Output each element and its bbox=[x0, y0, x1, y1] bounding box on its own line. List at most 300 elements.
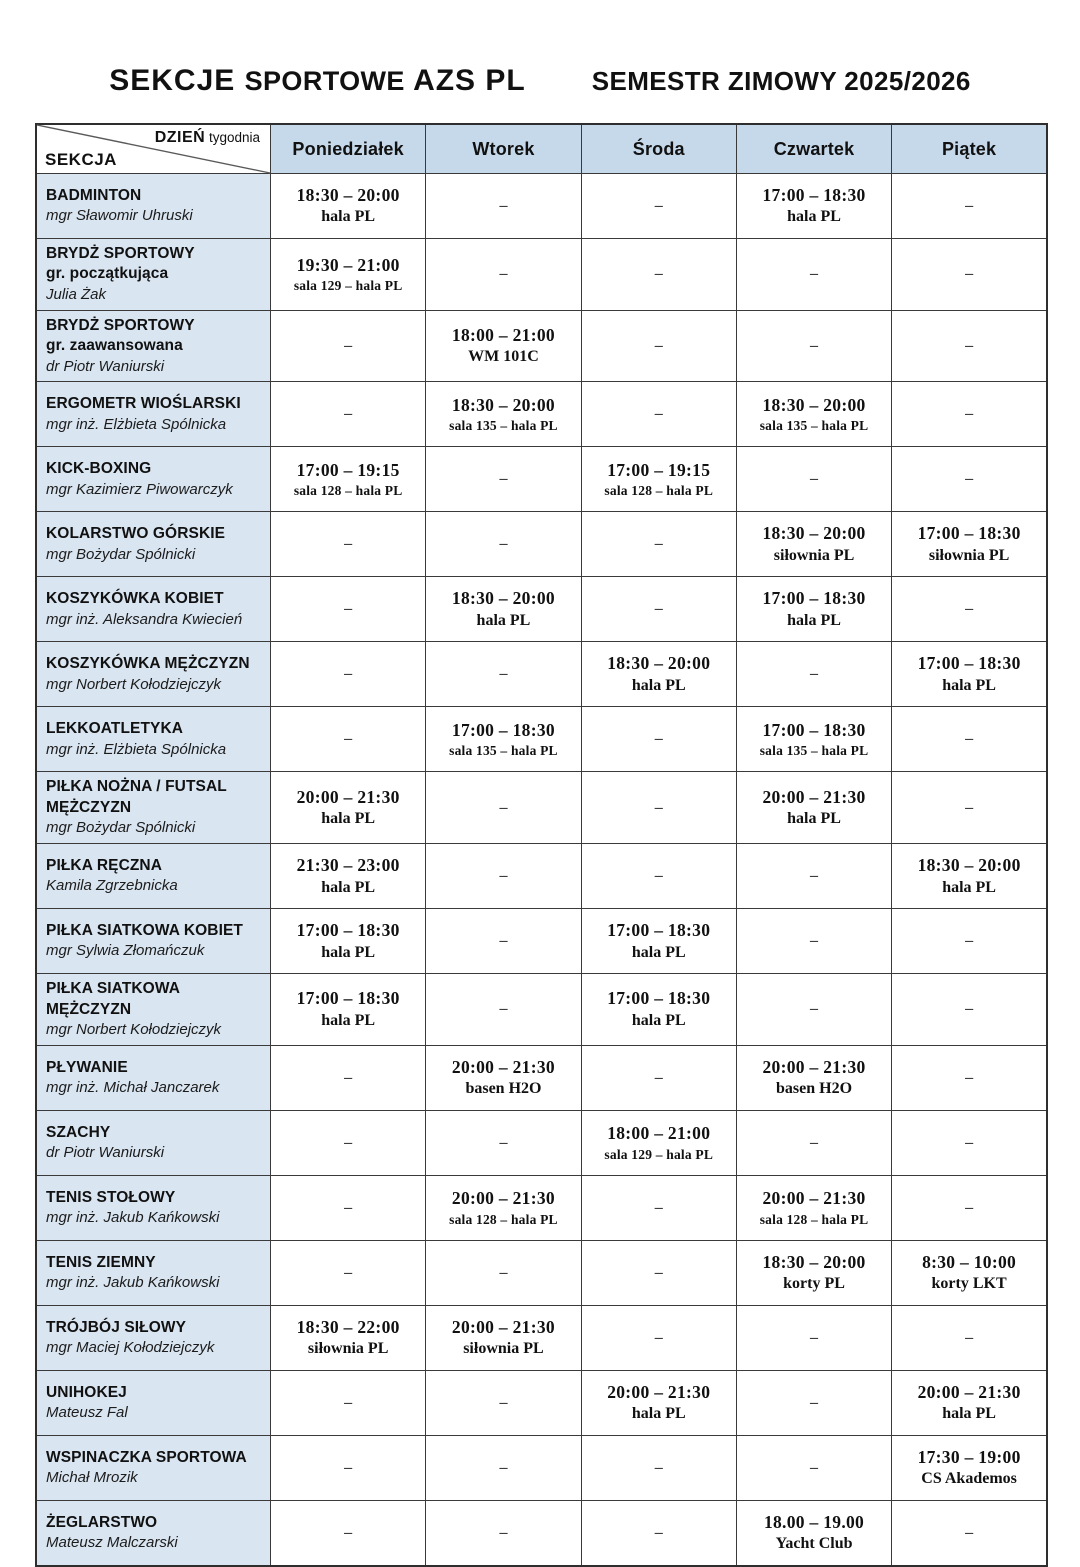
slot-time: 17:00 – 18:30 bbox=[762, 719, 866, 740]
empty-slot-dash: – bbox=[654, 1523, 663, 1541]
schedule-cell bbox=[892, 382, 1047, 447]
section-cell bbox=[36, 909, 271, 974]
table-row bbox=[36, 174, 1047, 239]
slot-time: 8:30 – 10:00 bbox=[922, 1251, 1017, 1272]
schedule-cell bbox=[892, 707, 1047, 772]
empty-slot-dash: – bbox=[499, 1458, 508, 1476]
schedule-cell bbox=[271, 1045, 426, 1110]
table-row bbox=[36, 642, 1047, 707]
schedule-cell bbox=[892, 447, 1047, 512]
empty-slot-dash: – bbox=[965, 932, 974, 950]
slot-location: hala PL bbox=[787, 208, 841, 226]
slot-location: siłownia PL bbox=[463, 1340, 544, 1358]
schedule-cell bbox=[581, 1370, 736, 1435]
empty-slot-dash: – bbox=[965, 1000, 974, 1018]
slot-time: 17:00 – 18:30 bbox=[917, 653, 1021, 674]
schedule-cell bbox=[581, 1175, 736, 1240]
empty-slot-dash: – bbox=[499, 1000, 508, 1018]
schedule-cell bbox=[736, 1175, 891, 1240]
schedule-cell bbox=[271, 447, 426, 512]
instructor-name: mgr inż. Jakub Kańkowski bbox=[46, 1209, 220, 1227]
empty-slot-dash: – bbox=[965, 337, 974, 355]
slot-location: hala PL bbox=[942, 676, 996, 694]
empty-slot-dash: – bbox=[654, 1198, 663, 1216]
section-cell bbox=[36, 1110, 271, 1175]
empty-slot-dash: – bbox=[499, 1263, 508, 1281]
slot-location: hala PL bbox=[942, 878, 996, 896]
slot-location: hala PL bbox=[631, 676, 686, 694]
table-row bbox=[36, 382, 1047, 447]
schedule-cell bbox=[271, 642, 426, 707]
table-row bbox=[36, 1175, 1047, 1240]
empty-slot-dash: – bbox=[810, 1133, 819, 1151]
section-name: KOSZYKÓWKA MĘŻCZYZN bbox=[46, 655, 250, 673]
schedule-cell bbox=[581, 909, 736, 974]
table-row bbox=[36, 1500, 1047, 1566]
schedule-cell bbox=[271, 974, 426, 1046]
schedule-cell bbox=[271, 1175, 426, 1240]
slot-time: 17:00 – 18:30 bbox=[762, 184, 866, 205]
schedule-cell bbox=[736, 909, 891, 974]
section-cell bbox=[36, 447, 271, 512]
slot-time: 17:30 – 19:00 bbox=[917, 1446, 1021, 1467]
corner-day-label bbox=[155, 129, 260, 147]
slot-time: 20:00 – 21:30 bbox=[762, 786, 866, 807]
title-main-word-3: AZS PL bbox=[413, 64, 526, 97]
slot-time: 18:30 – 20:00 bbox=[762, 394, 866, 415]
slot-time: 17:00 – 18:30 bbox=[451, 719, 555, 740]
table-row bbox=[36, 1370, 1047, 1435]
schedule-cell bbox=[892, 1435, 1047, 1500]
schedule-cell bbox=[271, 844, 426, 909]
slot-location: hala PL bbox=[321, 208, 376, 226]
section-name: TENIS ZIEMNY bbox=[46, 1253, 156, 1271]
slot-time: 18:30 – 20:00 bbox=[917, 854, 1021, 875]
schedule-cell bbox=[736, 1045, 891, 1110]
schedule-cell bbox=[736, 174, 891, 239]
table-row bbox=[36, 707, 1047, 772]
schedule-cell bbox=[736, 577, 891, 642]
section-cell bbox=[36, 1500, 271, 1566]
slot-location: hala PL bbox=[631, 1405, 686, 1423]
empty-slot-dash: – bbox=[344, 1263, 353, 1281]
empty-slot-dash: – bbox=[654, 1263, 663, 1281]
schedule-cell bbox=[736, 382, 891, 447]
schedule-cell bbox=[736, 239, 891, 311]
schedule-cell bbox=[271, 1500, 426, 1566]
schedule-cell bbox=[892, 1500, 1047, 1566]
slot-location: sala 135 – hala PL bbox=[759, 743, 869, 759]
schedule-cell bbox=[271, 909, 426, 974]
slot-location: sala 128 – hala PL bbox=[449, 1211, 558, 1227]
empty-slot-dash: – bbox=[810, 665, 819, 683]
section-cell bbox=[36, 1305, 271, 1370]
instructor-name: mgr inż. Elżbieta Spólnicka bbox=[46, 415, 227, 433]
section-name: BRYDŻ SPORTOWY bbox=[46, 316, 195, 334]
slot-location: sala 135 – hala PL bbox=[449, 418, 558, 434]
table-row bbox=[36, 1240, 1047, 1305]
empty-slot-dash: – bbox=[344, 535, 353, 553]
empty-slot-dash: – bbox=[344, 1068, 353, 1086]
schedule-cell bbox=[736, 772, 891, 844]
empty-slot-dash: – bbox=[499, 265, 508, 283]
empty-slot-dash: – bbox=[344, 337, 353, 355]
slot-location: hala PL bbox=[321, 943, 376, 961]
slot-time: 17:00 – 18:30 bbox=[917, 523, 1021, 544]
slot-location: sala 128 – hala PL bbox=[759, 1211, 869, 1227]
instructor-name: mgr inż. Jakub Kańkowski bbox=[46, 1274, 220, 1292]
section-cell bbox=[36, 577, 271, 642]
section-name: ŻEGLARSTWO bbox=[46, 1513, 158, 1531]
slot-location: sala 129 – hala PL bbox=[604, 1146, 714, 1162]
schedule-cell bbox=[271, 382, 426, 447]
schedule-cell bbox=[271, 1305, 426, 1370]
section-name: WSPINACZKA SPORTOWA bbox=[46, 1448, 247, 1466]
empty-slot-dash: – bbox=[654, 197, 663, 214]
empty-slot-dash: – bbox=[499, 1133, 508, 1151]
empty-slot-dash: – bbox=[344, 1458, 353, 1476]
slot-location: hala PL bbox=[787, 611, 841, 629]
schedule-cell bbox=[581, 974, 736, 1046]
schedule-cell bbox=[271, 772, 426, 844]
empty-slot-dash: – bbox=[965, 1198, 974, 1216]
section-cell bbox=[36, 174, 271, 239]
schedule-cell bbox=[892, 1240, 1047, 1305]
schedule-cell bbox=[581, 577, 736, 642]
schedule-cell bbox=[736, 1305, 891, 1370]
empty-slot-dash: – bbox=[965, 730, 974, 748]
table-row bbox=[36, 1110, 1047, 1175]
empty-slot-dash: – bbox=[499, 470, 508, 488]
day-header-sroda: Środa bbox=[581, 124, 736, 174]
table-row bbox=[36, 1435, 1047, 1500]
empty-slot-dash: – bbox=[965, 1068, 974, 1086]
empty-slot-dash: – bbox=[810, 932, 819, 950]
instructor-name: mgr inż. Aleksandra Kwiecień bbox=[46, 610, 243, 628]
slot-location: sala 128 – hala PL bbox=[604, 483, 714, 499]
table-row bbox=[36, 844, 1047, 909]
empty-slot-dash: – bbox=[499, 798, 508, 816]
empty-slot-dash: – bbox=[344, 1198, 353, 1216]
schedule-cell bbox=[426, 1305, 581, 1370]
instructor-name: mgr inż. Michał Janczarek bbox=[46, 1079, 220, 1097]
table-row bbox=[36, 577, 1047, 642]
schedule-cell bbox=[892, 512, 1047, 577]
empty-slot-dash: – bbox=[344, 665, 353, 683]
section-cell bbox=[36, 844, 271, 909]
schedule-cell bbox=[892, 1175, 1047, 1240]
schedule-cell bbox=[271, 174, 426, 239]
schedule-cell bbox=[271, 1435, 426, 1500]
empty-slot-dash: – bbox=[810, 1000, 819, 1018]
empty-slot-dash: – bbox=[654, 1068, 663, 1086]
instructor-name: mgr Sławomir Uhruski bbox=[46, 207, 193, 225]
section-cell bbox=[36, 642, 271, 707]
empty-slot-dash: – bbox=[654, 867, 663, 885]
section-name: LEKKOATLETYKA bbox=[46, 720, 184, 738]
slot-time: 18:00 – 21:00 bbox=[451, 324, 555, 345]
schedule-cell bbox=[736, 1500, 891, 1566]
slot-time: 17:00 – 18:30 bbox=[607, 919, 711, 940]
empty-slot-dash: – bbox=[499, 197, 508, 214]
section-name: PIŁKA NOŻNA / FUTSAL bbox=[46, 778, 227, 796]
schedule-cell bbox=[892, 310, 1047, 382]
empty-slot-dash: – bbox=[344, 405, 353, 423]
day-header-czwartek: Czwartek bbox=[736, 124, 891, 174]
schedule-cell bbox=[892, 577, 1047, 642]
instructor-name: dr Piotr Waniurski bbox=[46, 357, 165, 375]
slot-time: 18:30 – 20:00 bbox=[762, 1251, 866, 1272]
slot-time: 18:00 – 21:00 bbox=[607, 1123, 711, 1144]
schedule-cell bbox=[581, 772, 736, 844]
section-cell bbox=[36, 239, 271, 311]
slot-location: hala PL bbox=[321, 810, 376, 828]
slot-location: basen H2O bbox=[776, 1080, 853, 1098]
schedule-cell bbox=[581, 1435, 736, 1500]
schedule-cell bbox=[736, 1110, 891, 1175]
schedule-cell bbox=[581, 447, 736, 512]
schedule-cell bbox=[426, 174, 581, 239]
schedule-cell bbox=[892, 909, 1047, 974]
schedule-cell bbox=[426, 1370, 581, 1435]
instructor-name: Kamila Zgrzebnicka bbox=[46, 877, 178, 895]
schedule-cell bbox=[581, 1500, 736, 1566]
empty-slot-dash: – bbox=[810, 1458, 819, 1476]
instructor-name: Mateusz Malczarski bbox=[46, 1534, 178, 1552]
section-name: SZACHY bbox=[46, 1123, 111, 1141]
schedule-cell bbox=[736, 512, 891, 577]
schedule-cell bbox=[426, 772, 581, 844]
slot-time: 19:30 – 21:00 bbox=[296, 254, 400, 275]
empty-slot-dash: – bbox=[810, 337, 819, 355]
instructor-name: mgr Bożydar Spólnicki bbox=[46, 819, 196, 837]
empty-slot-dash: – bbox=[654, 405, 663, 423]
schedule-cell bbox=[271, 310, 426, 382]
empty-slot-dash: – bbox=[654, 600, 663, 618]
schedule-cell bbox=[736, 844, 891, 909]
slot-time: 18:30 – 20:00 bbox=[607, 653, 711, 674]
section-cell bbox=[36, 1240, 271, 1305]
slot-location: siłownia PL bbox=[773, 546, 855, 564]
schedule-cell bbox=[581, 1240, 736, 1305]
table-row bbox=[36, 310, 1047, 382]
slot-time: 20:00 – 21:30 bbox=[451, 1056, 555, 1077]
slot-time: 18:30 – 20:00 bbox=[451, 588, 555, 609]
section-name: PIŁKA RĘCZNA bbox=[46, 856, 163, 874]
slot-time: 18:30 – 20:00 bbox=[762, 523, 866, 544]
slot-time: 20:00 – 21:30 bbox=[296, 786, 400, 807]
corner-section-label: SEKCJA bbox=[45, 150, 117, 169]
empty-slot-dash: – bbox=[654, 535, 663, 553]
empty-slot-dash: – bbox=[344, 730, 353, 748]
schedule-cell bbox=[426, 909, 581, 974]
empty-slot-dash: – bbox=[654, 1328, 663, 1346]
empty-slot-dash: – bbox=[965, 1523, 974, 1541]
schedule-cell bbox=[736, 1435, 891, 1500]
page-title bbox=[0, 0, 1080, 98]
instructor-name: Mateusz Fal bbox=[46, 1404, 128, 1422]
section-name: UNIHOKEJ bbox=[46, 1383, 127, 1401]
section-name: BRYDŻ SPORTOWY bbox=[46, 245, 195, 262]
slot-location: sala 135 – hala PL bbox=[449, 743, 558, 759]
schedule-cell bbox=[271, 512, 426, 577]
empty-slot-dash: – bbox=[499, 867, 508, 885]
title-main-word-2: SPORTOWE bbox=[244, 66, 405, 96]
empty-slot-dash: – bbox=[965, 600, 974, 618]
schedule-cell bbox=[892, 239, 1047, 311]
schedule-cell bbox=[581, 310, 736, 382]
section-name: PŁYWANIE bbox=[46, 1058, 128, 1076]
slot-time: 18:30 – 20:00 bbox=[296, 184, 400, 205]
empty-slot-dash: – bbox=[810, 265, 819, 283]
instructor-name: mgr Norbert Kołodziejczyk bbox=[46, 1021, 222, 1039]
section-cell bbox=[36, 974, 271, 1046]
slot-location: CS Akademos bbox=[921, 1470, 1017, 1488]
section-cell bbox=[36, 310, 271, 382]
empty-slot-dash: – bbox=[965, 197, 974, 214]
section-name: ERGOMETR WIOŚLARSKI bbox=[46, 395, 241, 413]
schedule-cell bbox=[736, 310, 891, 382]
empty-slot-dash: – bbox=[654, 730, 663, 748]
slot-location: sala 135 – hala PL bbox=[759, 418, 869, 434]
slot-location: Yacht Club bbox=[775, 1535, 853, 1553]
instructor-name: mgr Norbert Kołodziejczyk bbox=[46, 675, 222, 693]
table-row bbox=[36, 1305, 1047, 1370]
slot-time: 20:00 – 21:30 bbox=[762, 1056, 866, 1077]
section-cell bbox=[36, 512, 271, 577]
schedule-cell bbox=[426, 1110, 581, 1175]
schedule-cell bbox=[892, 1110, 1047, 1175]
section-cell bbox=[36, 1435, 271, 1500]
schedule-cell bbox=[426, 1240, 581, 1305]
schedule-cell bbox=[271, 1370, 426, 1435]
table-row bbox=[36, 974, 1047, 1046]
empty-slot-dash: – bbox=[499, 535, 508, 553]
instructor-name: Michał Mrozik bbox=[46, 1469, 138, 1487]
slot-location: hala PL bbox=[476, 611, 531, 629]
slot-location: hala PL bbox=[321, 1011, 376, 1029]
schedule-cell bbox=[581, 707, 736, 772]
section-name: PIŁKA SIATKOWA KOBIET bbox=[46, 921, 243, 939]
section-name: gr. początkująca bbox=[46, 265, 169, 283]
schedule-cell bbox=[736, 707, 891, 772]
empty-slot-dash: – bbox=[344, 1133, 353, 1151]
slot-location: korty LKT bbox=[931, 1275, 1007, 1293]
corner-day-subword: tygodnia bbox=[208, 130, 260, 145]
empty-slot-dash: – bbox=[344, 1523, 353, 1541]
title-semester: SEMESTR ZIMOWY 2025/2026 bbox=[591, 66, 971, 96]
instructor-name: mgr Bożydar Spólnicki bbox=[46, 545, 196, 563]
slot-time: 21:30 – 23:00 bbox=[296, 854, 400, 875]
slot-location: hala PL bbox=[787, 810, 841, 828]
slot-location: WM 101C bbox=[468, 348, 539, 366]
slot-location: hala PL bbox=[321, 878, 376, 896]
slot-location: siłownia PL bbox=[928, 546, 1010, 564]
schedule-cell bbox=[892, 1305, 1047, 1370]
slot-time: 20:00 – 21:30 bbox=[451, 1316, 555, 1337]
schedule-cell bbox=[736, 1240, 891, 1305]
table-row bbox=[36, 512, 1047, 577]
instructor-name: Julia Żak bbox=[46, 285, 107, 303]
empty-slot-dash: – bbox=[810, 470, 819, 488]
schedule-cell bbox=[426, 382, 581, 447]
corner-day-word: DZIEŃ bbox=[154, 129, 206, 146]
slot-location: korty PL bbox=[783, 1275, 845, 1293]
empty-slot-dash: – bbox=[965, 405, 974, 423]
schedule-cell bbox=[892, 844, 1047, 909]
schedule-cell bbox=[892, 1045, 1047, 1110]
schedule-cell bbox=[581, 642, 736, 707]
section-cell bbox=[36, 707, 271, 772]
day-header-poniedzialek: Poniedziałek bbox=[271, 124, 426, 174]
schedule-cell bbox=[426, 974, 581, 1046]
schedule-cell bbox=[426, 1045, 581, 1110]
instructor-name: dr Piotr Waniurski bbox=[46, 1144, 165, 1162]
schedule-cell bbox=[581, 512, 736, 577]
slot-time: 17:00 – 19:15 bbox=[607, 459, 711, 480]
section-name: KOSZYKÓWKA KOBIET bbox=[46, 590, 224, 608]
empty-slot-dash: – bbox=[965, 798, 974, 816]
slot-time: 17:00 – 19:15 bbox=[296, 459, 400, 480]
schedule-cell bbox=[581, 1045, 736, 1110]
schedule-cell bbox=[426, 642, 581, 707]
section-name: TENIS STOŁOWY bbox=[46, 1188, 176, 1206]
slot-time: 20:00 – 21:30 bbox=[917, 1381, 1021, 1402]
section-name: BADMINTON bbox=[46, 186, 142, 204]
slot-time: 17:00 – 18:30 bbox=[607, 988, 711, 1009]
corner-header-cell bbox=[36, 124, 271, 174]
schedule-cell bbox=[581, 174, 736, 239]
table-row bbox=[36, 1045, 1047, 1110]
section-name: KICK-BOXING bbox=[46, 460, 152, 478]
title-main-word-1: SEKCJE bbox=[109, 64, 236, 97]
schedule-cell bbox=[581, 239, 736, 311]
empty-slot-dash: – bbox=[810, 867, 819, 885]
empty-slot-dash: – bbox=[499, 665, 508, 683]
empty-slot-dash: – bbox=[344, 1393, 353, 1411]
empty-slot-dash: – bbox=[654, 337, 663, 355]
schedule-cell bbox=[892, 1370, 1047, 1435]
table-row bbox=[36, 909, 1047, 974]
schedule-cell bbox=[581, 382, 736, 447]
slot-location: sala 129 – hala PL bbox=[293, 278, 403, 294]
empty-slot-dash: – bbox=[965, 470, 974, 488]
schedule-cell bbox=[426, 707, 581, 772]
schedule-cell bbox=[426, 447, 581, 512]
schedule-cell bbox=[426, 844, 581, 909]
schedule-cell bbox=[271, 239, 426, 311]
schedule-cell bbox=[426, 577, 581, 642]
empty-slot-dash: – bbox=[810, 1328, 819, 1346]
section-name: MĘŻCZYZN bbox=[46, 798, 132, 816]
empty-slot-dash: – bbox=[965, 1133, 974, 1151]
schedule-cell bbox=[581, 1110, 736, 1175]
slot-time: 18.00 – 19.00 bbox=[763, 1511, 865, 1532]
slot-time: 18:30 – 22:00 bbox=[296, 1316, 400, 1337]
section-name: gr. zaawansowana bbox=[46, 337, 183, 355]
schedule-cell bbox=[271, 1240, 426, 1305]
empty-slot-dash: – bbox=[654, 265, 663, 283]
schedule-cell bbox=[892, 772, 1047, 844]
schedule-cell bbox=[426, 310, 581, 382]
day-header-wtorek: Wtorek bbox=[426, 124, 581, 174]
slot-time: 17:00 – 18:30 bbox=[296, 919, 400, 940]
slot-time: 20:00 – 21:30 bbox=[762, 1188, 866, 1209]
slot-location: sala 128 – hala PL bbox=[293, 483, 403, 499]
empty-slot-dash: – bbox=[499, 932, 508, 950]
day-header-piatek: Piątek bbox=[892, 124, 1047, 174]
schedule-cell bbox=[426, 512, 581, 577]
